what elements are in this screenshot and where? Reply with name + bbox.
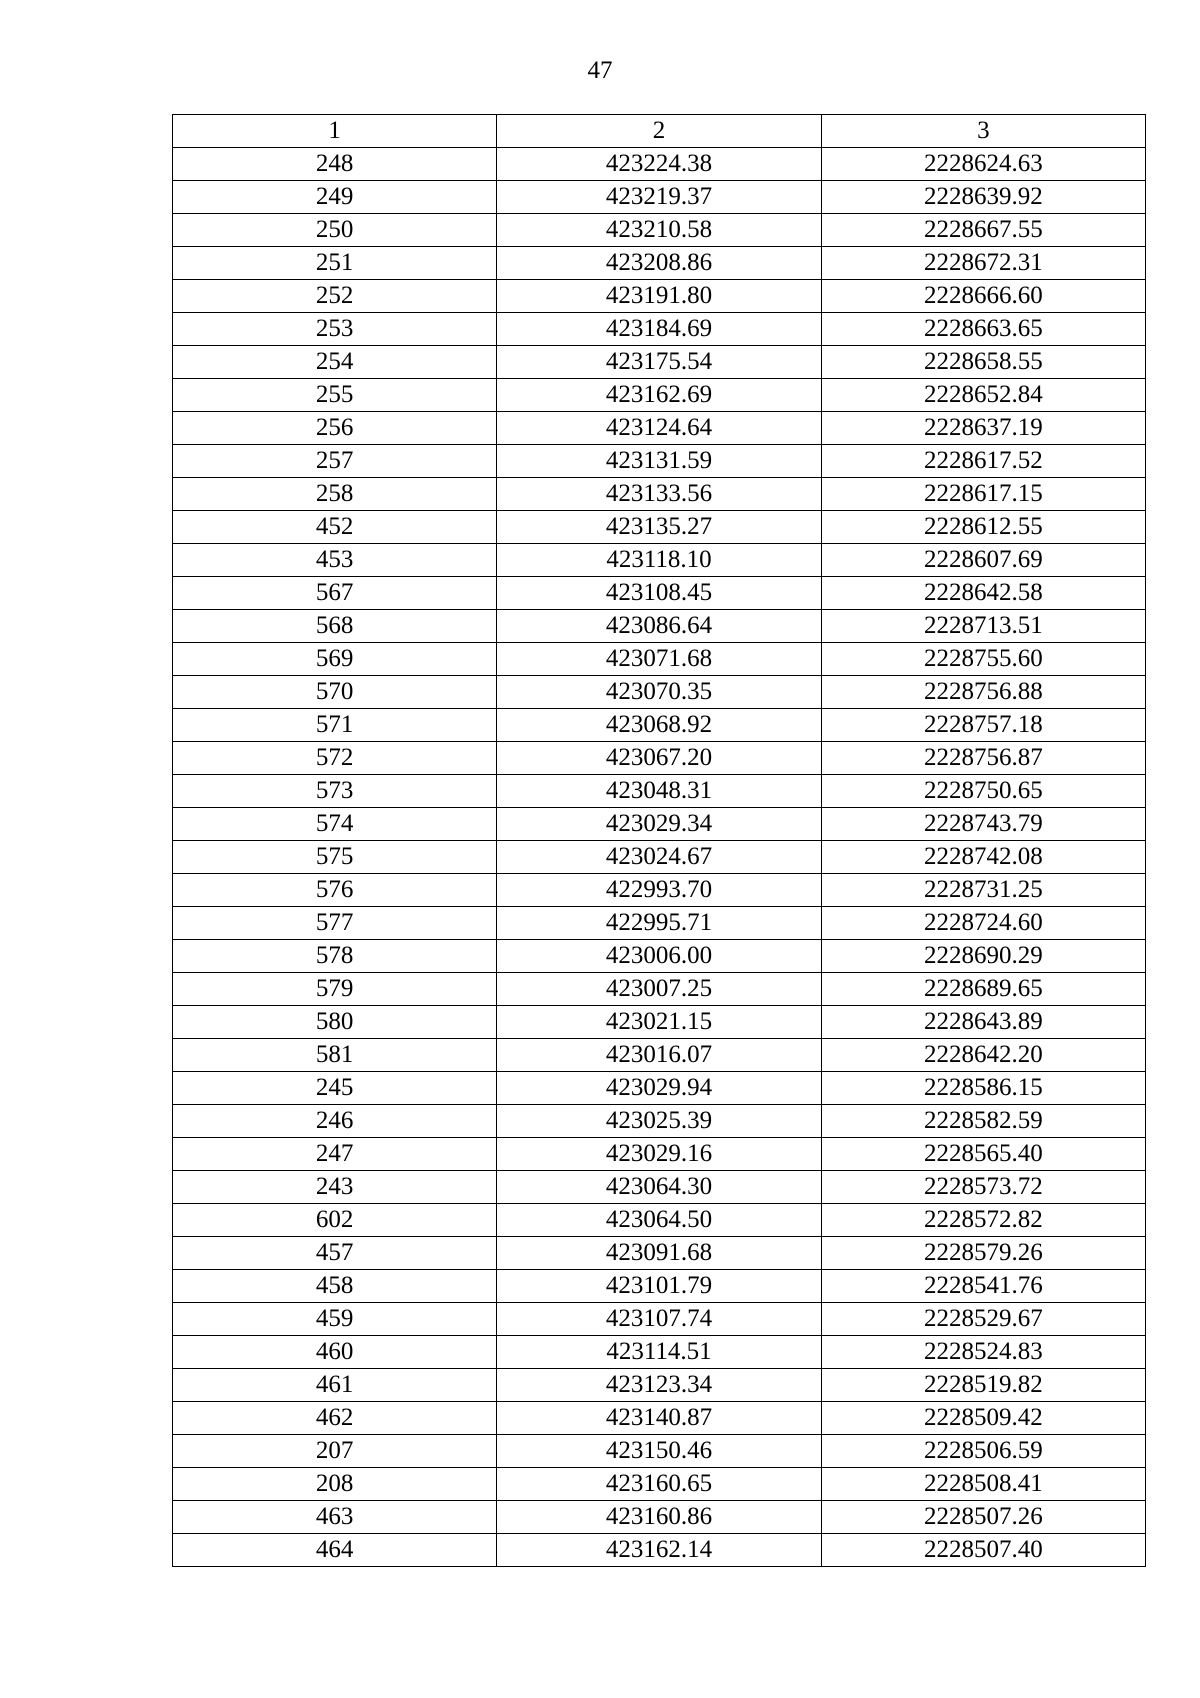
point-number-cell: 567 <box>173 577 497 610</box>
x-coordinate-cell: 423016.07 <box>497 1039 821 1072</box>
y-coordinate-cell: 2228612.55 <box>821 511 1145 544</box>
y-coordinate-cell: 2228658.55 <box>821 346 1145 379</box>
x-coordinate-cell: 423135.27 <box>497 511 821 544</box>
table-row <box>173 148 1146 181</box>
table-row <box>173 577 1146 610</box>
point-number-cell: 251 <box>173 247 497 280</box>
point-number-cell: 573 <box>173 775 497 808</box>
table-row <box>173 1336 1146 1369</box>
y-coordinate-cell: 2228713.51 <box>821 610 1145 643</box>
x-coordinate-cell: 422995.71 <box>497 907 821 940</box>
point-number-cell: 257 <box>173 445 497 478</box>
point-number-cell: 580 <box>173 1006 497 1039</box>
table-row <box>173 1270 1146 1303</box>
header-cell-col1: 1 <box>173 115 497 148</box>
x-coordinate-cell: 423210.58 <box>497 214 821 247</box>
table-row <box>173 445 1146 478</box>
table-row <box>173 874 1146 907</box>
point-number-cell: 254 <box>173 346 497 379</box>
point-number-cell: 576 <box>173 874 497 907</box>
header-cell-col3: 3 <box>821 115 1145 148</box>
x-coordinate-cell: 422993.70 <box>497 874 821 907</box>
point-number-cell: 208 <box>173 1468 497 1501</box>
table-row <box>173 181 1146 214</box>
y-coordinate-cell: 2228572.82 <box>821 1204 1145 1237</box>
x-coordinate-cell: 423224.38 <box>497 148 821 181</box>
x-coordinate-cell: 423160.65 <box>497 1468 821 1501</box>
point-number-cell: 248 <box>173 148 497 181</box>
y-coordinate-cell: 2228666.60 <box>821 280 1145 313</box>
x-coordinate-cell: 423150.46 <box>497 1435 821 1468</box>
x-coordinate-cell: 423175.54 <box>497 346 821 379</box>
point-number-cell: 568 <box>173 610 497 643</box>
x-coordinate-cell: 423118.10 <box>497 544 821 577</box>
table-row <box>173 1039 1146 1072</box>
table-row <box>173 907 1146 940</box>
y-coordinate-cell: 2228507.40 <box>821 1534 1145 1567</box>
y-coordinate-cell: 2228667.55 <box>821 214 1145 247</box>
point-number-cell: 464 <box>173 1534 497 1567</box>
x-coordinate-cell: 423191.80 <box>497 280 821 313</box>
x-coordinate-cell: 423068.92 <box>497 709 821 742</box>
x-coordinate-cell: 423070.35 <box>497 676 821 709</box>
table-row <box>173 973 1146 1006</box>
x-coordinate-cell: 423007.25 <box>497 973 821 1006</box>
point-number-cell: 207 <box>173 1435 497 1468</box>
y-coordinate-cell: 2228565.40 <box>821 1138 1145 1171</box>
x-coordinate-cell: 423091.68 <box>497 1237 821 1270</box>
point-number-cell: 574 <box>173 808 497 841</box>
point-number-cell: 579 <box>173 973 497 1006</box>
point-number-cell: 458 <box>173 1270 497 1303</box>
x-coordinate-cell: 423024.67 <box>497 841 821 874</box>
point-number-cell: 249 <box>173 181 497 214</box>
point-number-cell: 255 <box>173 379 497 412</box>
table-row <box>173 1105 1146 1138</box>
table-header-row <box>173 115 1146 148</box>
point-number-cell: 457 <box>173 1237 497 1270</box>
x-coordinate-cell: 423114.51 <box>497 1336 821 1369</box>
x-coordinate-cell: 423021.15 <box>497 1006 821 1039</box>
table-row <box>173 280 1146 313</box>
y-coordinate-cell: 2228672.31 <box>821 247 1145 280</box>
table-row <box>173 1501 1146 1534</box>
table-row <box>173 214 1146 247</box>
table-row <box>173 940 1146 973</box>
table-row <box>173 709 1146 742</box>
y-coordinate-cell: 2228624.63 <box>821 148 1145 181</box>
y-coordinate-cell: 2228756.87 <box>821 742 1145 775</box>
table-row <box>173 775 1146 808</box>
point-number-cell: 453 <box>173 544 497 577</box>
x-coordinate-cell: 423133.56 <box>497 478 821 511</box>
point-number-cell: 570 <box>173 676 497 709</box>
y-coordinate-cell: 2228755.60 <box>821 643 1145 676</box>
y-coordinate-cell: 2228652.84 <box>821 379 1145 412</box>
point-number-cell: 572 <box>173 742 497 775</box>
point-number-cell: 245 <box>173 1072 497 1105</box>
table-row <box>173 808 1146 841</box>
x-coordinate-cell: 423006.00 <box>497 940 821 973</box>
y-coordinate-cell: 2228507.26 <box>821 1501 1145 1534</box>
x-coordinate-cell: 423108.45 <box>497 577 821 610</box>
x-coordinate-cell: 423029.16 <box>497 1138 821 1171</box>
y-coordinate-cell: 2228690.29 <box>821 940 1145 973</box>
y-coordinate-cell: 2228541.76 <box>821 1270 1145 1303</box>
table-row <box>173 1534 1146 1567</box>
table-row <box>173 676 1146 709</box>
table-row <box>173 1303 1146 1336</box>
point-number-cell: 459 <box>173 1303 497 1336</box>
table-row <box>173 1006 1146 1039</box>
point-number-cell: 575 <box>173 841 497 874</box>
table-row <box>173 412 1146 445</box>
table-row <box>173 643 1146 676</box>
y-coordinate-cell: 2228731.25 <box>821 874 1145 907</box>
y-coordinate-cell: 2228582.59 <box>821 1105 1145 1138</box>
y-coordinate-cell: 2228529.67 <box>821 1303 1145 1336</box>
y-coordinate-cell: 2228642.20 <box>821 1039 1145 1072</box>
y-coordinate-cell: 2228643.89 <box>821 1006 1145 1039</box>
point-number-cell: 246 <box>173 1105 497 1138</box>
point-number-cell: 463 <box>173 1501 497 1534</box>
x-coordinate-cell: 423029.94 <box>497 1072 821 1105</box>
y-coordinate-cell: 2228617.52 <box>821 445 1145 478</box>
x-coordinate-cell: 423219.37 <box>497 181 821 214</box>
point-number-cell: 460 <box>173 1336 497 1369</box>
table-row <box>173 511 1146 544</box>
table-row <box>173 379 1146 412</box>
y-coordinate-cell: 2228586.15 <box>821 1072 1145 1105</box>
x-coordinate-cell: 423064.30 <box>497 1171 821 1204</box>
table-row <box>173 346 1146 379</box>
y-coordinate-cell: 2228743.79 <box>821 808 1145 841</box>
y-coordinate-cell: 2228756.88 <box>821 676 1145 709</box>
point-number-cell: 252 <box>173 280 497 313</box>
y-coordinate-cell: 2228509.42 <box>821 1402 1145 1435</box>
table-row <box>173 1468 1146 1501</box>
point-number-cell: 462 <box>173 1402 497 1435</box>
table-row <box>173 841 1146 874</box>
point-number-cell: 256 <box>173 412 497 445</box>
point-number-cell: 602 <box>173 1204 497 1237</box>
y-coordinate-cell: 2228689.65 <box>821 973 1145 1006</box>
point-number-cell: 578 <box>173 940 497 973</box>
y-coordinate-cell: 2228617.15 <box>821 478 1145 511</box>
x-coordinate-cell: 423123.34 <box>497 1369 821 1402</box>
table-row <box>173 478 1146 511</box>
point-number-cell: 577 <box>173 907 497 940</box>
x-coordinate-cell: 423048.31 <box>497 775 821 808</box>
coordinates-table <box>172 114 1146 1567</box>
x-coordinate-cell: 423086.64 <box>497 610 821 643</box>
y-coordinate-cell: 2228524.83 <box>821 1336 1145 1369</box>
table-row <box>173 610 1146 643</box>
table-row <box>173 247 1146 280</box>
x-coordinate-cell: 423124.64 <box>497 412 821 445</box>
y-coordinate-cell: 2228637.19 <box>821 412 1145 445</box>
table-row <box>173 742 1146 775</box>
point-number-cell: 247 <box>173 1138 497 1171</box>
point-number-cell: 569 <box>173 643 497 676</box>
y-coordinate-cell: 2228663.65 <box>821 313 1145 346</box>
table-row <box>173 1171 1146 1204</box>
header-cell-col2: 2 <box>497 115 821 148</box>
table-row <box>173 1369 1146 1402</box>
y-coordinate-cell: 2228724.60 <box>821 907 1145 940</box>
y-coordinate-cell: 2228573.72 <box>821 1171 1145 1204</box>
point-number-cell: 253 <box>173 313 497 346</box>
point-number-cell: 571 <box>173 709 497 742</box>
table-body <box>173 115 1146 1567</box>
y-coordinate-cell: 2228519.82 <box>821 1369 1145 1402</box>
point-number-cell: 461 <box>173 1369 497 1402</box>
y-coordinate-cell: 2228506.59 <box>821 1435 1145 1468</box>
x-coordinate-cell: 423107.74 <box>497 1303 821 1336</box>
table-row <box>173 1072 1146 1105</box>
x-coordinate-cell: 423162.69 <box>497 379 821 412</box>
point-number-cell: 452 <box>173 511 497 544</box>
y-coordinate-cell: 2228579.26 <box>821 1237 1145 1270</box>
x-coordinate-cell: 423064.50 <box>497 1204 821 1237</box>
table-row <box>173 1204 1146 1237</box>
x-coordinate-cell: 423140.87 <box>497 1402 821 1435</box>
x-coordinate-cell: 423025.39 <box>497 1105 821 1138</box>
table-row <box>173 313 1146 346</box>
y-coordinate-cell: 2228639.92 <box>821 181 1145 214</box>
y-coordinate-cell: 2228607.69 <box>821 544 1145 577</box>
y-coordinate-cell: 2228750.65 <box>821 775 1145 808</box>
table-row <box>173 1402 1146 1435</box>
table-row <box>173 1138 1146 1171</box>
x-coordinate-cell: 423208.86 <box>497 247 821 280</box>
x-coordinate-cell: 423131.59 <box>497 445 821 478</box>
point-number-cell: 250 <box>173 214 497 247</box>
point-number-cell: 243 <box>173 1171 497 1204</box>
x-coordinate-cell: 423029.34 <box>497 808 821 841</box>
y-coordinate-cell: 2228742.08 <box>821 841 1145 874</box>
x-coordinate-cell: 423160.86 <box>497 1501 821 1534</box>
y-coordinate-cell: 2228508.41 <box>821 1468 1145 1501</box>
point-number-cell: 258 <box>173 478 497 511</box>
point-number-cell: 581 <box>173 1039 497 1072</box>
table-row <box>173 544 1146 577</box>
table-row <box>173 1237 1146 1270</box>
x-coordinate-cell: 423184.69 <box>497 313 821 346</box>
x-coordinate-cell: 423162.14 <box>497 1534 821 1567</box>
table-row <box>173 1435 1146 1468</box>
x-coordinate-cell: 423067.20 <box>497 742 821 775</box>
page-number: 47 <box>587 57 613 84</box>
y-coordinate-cell: 2228757.18 <box>821 709 1145 742</box>
y-coordinate-cell: 2228642.58 <box>821 577 1145 610</box>
x-coordinate-cell: 423101.79 <box>497 1270 821 1303</box>
x-coordinate-cell: 423071.68 <box>497 643 821 676</box>
